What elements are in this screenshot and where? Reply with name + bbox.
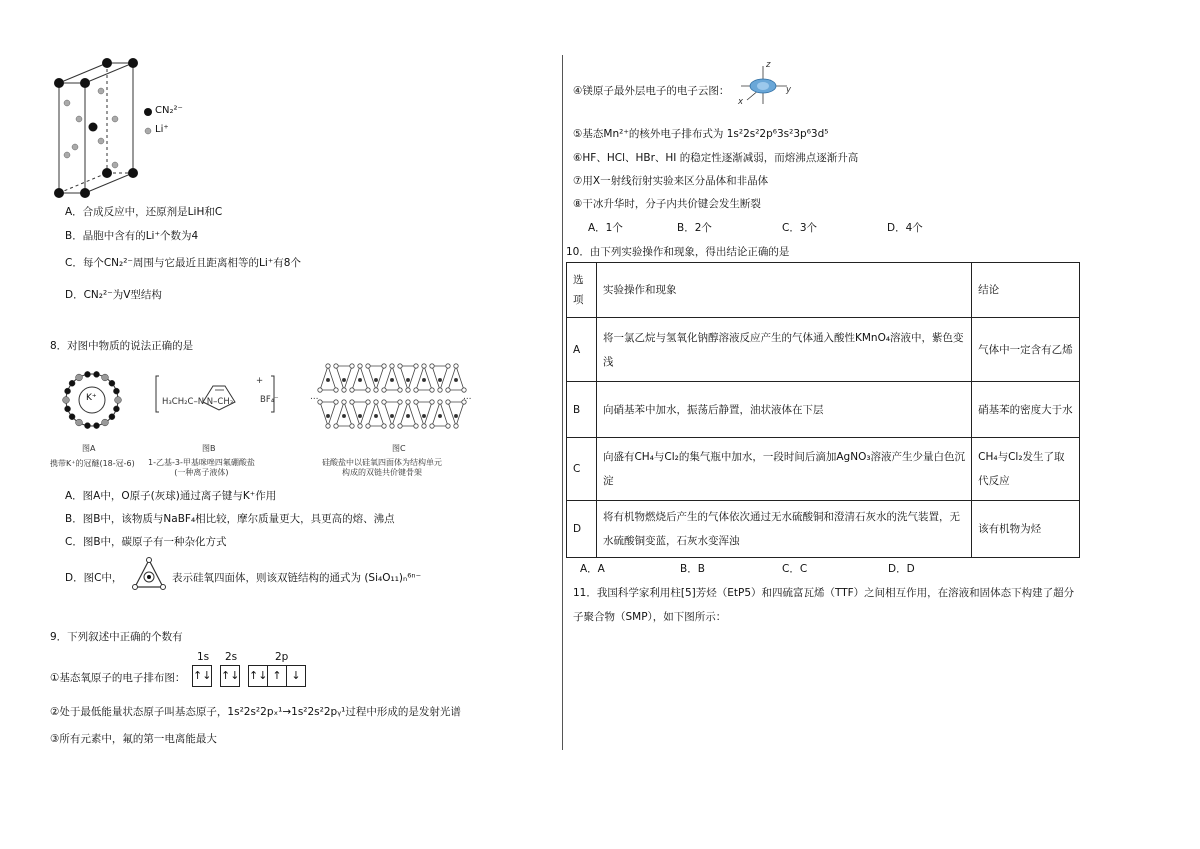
- q7-option-c[interactable]: C．每个CN₂²⁻周围与它最近且距离相等的Li⁺有8个: [65, 257, 301, 269]
- q9-option-a[interactable]: A．1个: [588, 222, 623, 234]
- oxygen-atom: [382, 400, 386, 404]
- q10-option-b[interactable]: B．B: [680, 563, 705, 575]
- figB-caption-desc: 1-乙基-3-甲基咪唑四氟硼酸盐 (一种离子液体): [148, 458, 255, 477]
- row-b-conclusion: 硝基苯的密度大于水: [972, 382, 1080, 438]
- silicon-atom: [438, 414, 441, 417]
- legend-cn2: CN₂²⁻: [155, 105, 183, 116]
- crown-atom: [102, 374, 109, 381]
- crown-atom: [84, 371, 90, 377]
- crown-atom: [113, 388, 119, 394]
- table-row: [567, 382, 1080, 438]
- oxygen-atom: [422, 364, 426, 368]
- figC-dots-left: …: [310, 392, 319, 402]
- row-a-conclusion: 气体中一定含有乙烯: [972, 318, 1080, 382]
- crown-atom: [76, 374, 83, 381]
- oxygen-atom: [398, 424, 402, 428]
- crown-atom: [109, 414, 115, 420]
- row-c-operation: 向盛有CH₄与Cl₂的集气瓶中加水，一段时间后滴加AgNO₃溶液产生少量白色沉淀: [596, 438, 971, 501]
- q9-option-d[interactable]: D．4个: [887, 222, 923, 234]
- oxygen-atom: [422, 424, 426, 428]
- silicon-atom: [422, 414, 425, 417]
- q9-stem: 9．下列叙述中正确的个数有: [50, 631, 183, 643]
- q9-item-1: ①基态氧原子的电子排布图：: [50, 672, 186, 684]
- q9-option-c[interactable]: C．3个: [782, 222, 818, 234]
- q8-option-c[interactable]: C．图B中，碳原子有一种杂化方式: [65, 536, 227, 548]
- figB-charge: +: [256, 376, 264, 386]
- orbital-label-2p: 2p: [275, 651, 289, 663]
- table-row: [567, 438, 1080, 501]
- q10-option-d[interactable]: D．D: [888, 563, 915, 575]
- oxygen-atom: [366, 400, 370, 404]
- orbital-diagram: [192, 665, 308, 687]
- oxygen-atom: [446, 400, 450, 404]
- figC-caption-desc: 硅酸盐中以硅氧四面体为结构单元 构成的双链共价键骨架: [322, 458, 442, 477]
- silicon-atom: [358, 414, 361, 417]
- orbital-box-1s: ↑↓: [192, 665, 212, 687]
- oxygen-atom: [334, 400, 338, 404]
- oxygen-atom: [430, 400, 434, 404]
- oxygen-atom: [446, 364, 450, 368]
- tetrahedron-icon: [132, 557, 166, 591]
- silicon-atom: [406, 378, 409, 381]
- silicate-chain-figure: [310, 358, 470, 438]
- row-b-option: B: [567, 382, 597, 438]
- crown-atom: [113, 406, 119, 412]
- q7-option-b[interactable]: B．晶胞中含有的Li⁺个数为4: [65, 230, 199, 242]
- oxygen-atom: [334, 364, 338, 368]
- oxygen-atom: [438, 388, 442, 392]
- q9-item-5: ⑤基态Mn²⁺的核外电子排布式为 1s²2s²2p⁶3s²3p⁶3d⁵: [573, 128, 829, 140]
- orbital-box-2p-2: ↑: [268, 665, 287, 687]
- crown-atom: [84, 423, 90, 429]
- silicon-atom: [342, 378, 345, 381]
- crown-atom: [76, 419, 83, 426]
- silicon-atom: [326, 414, 329, 417]
- oxygen-atom: [350, 364, 354, 368]
- q7-option-d[interactable]: D．CN₂²⁻为V型结构: [65, 289, 162, 301]
- oxygen-atom: [406, 388, 410, 392]
- oxygen-atom: [398, 388, 402, 392]
- figB-anion: BF₄⁻: [260, 395, 279, 405]
- q11-stem-line2: 子聚合物（SMP），如下图所示：: [573, 611, 727, 623]
- silicon-atom: [422, 378, 425, 381]
- oxygen-atom: [326, 424, 330, 428]
- q8-option-a[interactable]: A．图A中，O原子(灰球)通过离子键与K⁺作用: [65, 490, 277, 502]
- silicon-atom: [390, 414, 393, 417]
- row-c-conclusion: CH₄与Cl₂发生了取代反应: [972, 438, 1080, 501]
- row-b-operation: 向硝基苯中加水，振荡后静置，油状液体在下层: [596, 382, 971, 438]
- silicon-atom: [358, 378, 361, 381]
- q9-option-b[interactable]: B．2个: [677, 222, 712, 234]
- crown-atom: [69, 380, 75, 386]
- oxygen-atom: [358, 364, 362, 368]
- oxygen-atom: [406, 400, 410, 404]
- oxygen-atom: [342, 388, 346, 392]
- orbital-label-1s: 1s: [197, 651, 210, 663]
- table-row: [567, 318, 1080, 382]
- orbital-box-2p-1: ↑↓: [248, 665, 268, 687]
- oxygen-atom: [350, 400, 354, 404]
- q9-item-4: ④镁原子最外层电子的电子云图：: [573, 85, 730, 97]
- figB-caption-title: 图B: [202, 444, 216, 453]
- crown-atom: [65, 388, 71, 394]
- row-d-operation: 将有机物燃烧后产生的气体依次通过无水硫酸铜和澄清石灰水的洗气装置，无水硫酸铜变蓝，石灰水变浑浊: [596, 501, 971, 558]
- q8-stem: 8．对图中物质的说法正确的是: [50, 340, 194, 352]
- crown-atom: [94, 371, 100, 377]
- oxygen-atom: [382, 424, 386, 428]
- oxygen-atom: [398, 400, 402, 404]
- column-divider: [562, 55, 563, 750]
- oxygen-atom: [390, 424, 394, 428]
- figC-dots-right: …: [463, 392, 472, 402]
- oxygen-atom: [366, 424, 370, 428]
- oxygen-atom: [326, 364, 330, 368]
- oxygen-atom: [438, 400, 442, 404]
- oxygen-atom: [382, 388, 386, 392]
- header-operation: 实验操作和现象: [596, 263, 971, 318]
- q8-option-d-prefix[interactable]: D．图C中，: [65, 572, 123, 584]
- experiment-table: [566, 262, 1080, 558]
- q8-option-d-suffix: 表示硅氧四面体，则该双链结构的通式为 (Si₄O₁₁)ₙ⁶ⁿ⁻: [172, 572, 422, 584]
- q9-item-2: ②处于最低能量状态原子叫基态原子，1s²2s²2pₓ¹→1s²2s²2pᵧ¹过程中形成的是发射光谱: [50, 706, 461, 718]
- oxygen-atom: [454, 424, 458, 428]
- row-d-conclusion: 该有机物为烃: [972, 501, 1080, 558]
- oxygen-atom: [414, 424, 418, 428]
- row-c-option: C: [567, 438, 597, 501]
- silicon-atom: [454, 378, 457, 381]
- header-option: 选项: [567, 263, 597, 318]
- oxygen-atom: [430, 424, 434, 428]
- oxygen-atom: [382, 364, 386, 368]
- silicon-atom: [374, 378, 377, 381]
- silicon-atom: [438, 378, 441, 381]
- figA-cation-label: K⁺: [86, 393, 97, 403]
- figC-caption-title: 图C: [392, 444, 406, 453]
- oxygen-atom: [414, 364, 418, 368]
- orbital-box-2p-3: ↓: [287, 665, 306, 687]
- oxygen-atom: [374, 388, 378, 392]
- q9-item-3: ③所有元素中，氟的第一电离能最大: [50, 733, 217, 745]
- q9-item-7: ⑦用X一射线衍射实验来区分晶体和非晶体: [573, 175, 769, 187]
- q9-item-8: ⑧干冰升华时，分子内共价键会发生断裂: [573, 198, 761, 210]
- figA-caption-title: 图A: [82, 444, 96, 453]
- crown-atom: [63, 397, 70, 404]
- crown-atom: [94, 423, 100, 429]
- oxygen-atom: [366, 364, 370, 368]
- silicon-atom: [374, 414, 377, 417]
- crown-atom: [69, 414, 75, 420]
- oxygen-atom: [430, 388, 434, 392]
- axis-label-z: z: [766, 60, 771, 70]
- crystal-cell-figure: [45, 55, 195, 205]
- oxygen-atom: [446, 424, 450, 428]
- q10-option-a[interactable]: A．A: [580, 563, 605, 575]
- silicon-atom: [342, 414, 345, 417]
- axis-label-y: y: [786, 85, 792, 95]
- silicon-atom: [454, 414, 457, 417]
- table-row: [567, 501, 1080, 558]
- crown-atom: [109, 380, 115, 386]
- oxygen-atom: [334, 424, 338, 428]
- q10-stem: 10．由下列实验操作和现象，得出结论正确的是: [566, 246, 790, 258]
- silicon-atom: [406, 414, 409, 417]
- oxygen-atom: [350, 388, 354, 392]
- figA-caption-desc: 携带K⁺的冠醚(18-冠-6): [50, 459, 135, 468]
- figB-formula: H₃CH₂C–N N–CH₃: [162, 397, 234, 407]
- orbital-label-2s: 2s: [225, 651, 238, 663]
- row-d-option: D: [567, 501, 597, 558]
- oxygen-atom: [414, 388, 418, 392]
- oxygen-atom: [454, 364, 458, 368]
- crown-atom: [102, 419, 109, 426]
- crown-atom: [115, 397, 122, 404]
- row-a-option: A: [567, 318, 597, 382]
- oxygen-atom: [358, 424, 362, 428]
- silicon-atom: [390, 378, 393, 381]
- oxygen-atom: [446, 388, 450, 392]
- q9-item-6: ⑥HF、HCl、HBr、HI 的稳定性逐渐减弱，而熔沸点逐渐升高: [573, 152, 859, 164]
- table-header-row: [567, 263, 1080, 318]
- oxygen-atom: [342, 400, 346, 404]
- header-conclusion: 结论: [972, 263, 1080, 318]
- oxygen-atom: [350, 424, 354, 428]
- row-a-operation: 将一氯乙烷与氢氧化钠醇溶液反应产生的气体通入酸性KMnO₄溶液中，紫色变浅: [596, 318, 971, 382]
- legend-li: Li⁺: [155, 124, 169, 135]
- q10-option-c[interactable]: C．C: [782, 563, 808, 575]
- oxygen-atom: [390, 364, 394, 368]
- oxygen-atom: [414, 400, 418, 404]
- crown-atom: [65, 406, 71, 412]
- q7-option-a[interactable]: A．合成反应中，还原剂是LiH和C: [65, 206, 223, 218]
- orbital-box-2s: ↑↓: [220, 665, 240, 687]
- oxygen-atom: [374, 400, 378, 404]
- oxygen-atom: [430, 364, 434, 368]
- silicon-atom: [326, 378, 329, 381]
- axis-label-x: x: [738, 97, 744, 107]
- oxygen-atom: [334, 388, 338, 392]
- q8-option-b[interactable]: B．图B中，该物质与NaBF₄相比较，摩尔质量更大，具更高的熔、沸点: [65, 513, 395, 525]
- oxygen-atom: [366, 388, 370, 392]
- q11-stem-line1: 11．我国科学家利用柱[5]芳烃（EtP5）和四硫富瓦烯（TTF）之间相互作用，在溶液和固体态下构建了超分: [573, 587, 1075, 599]
- oxygen-atom: [398, 364, 402, 368]
